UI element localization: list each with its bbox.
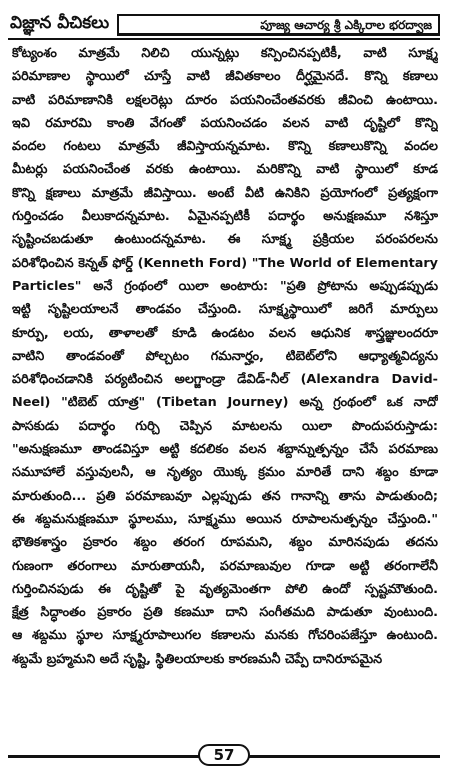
section-title: విజ్ఞాన వీచికలు bbox=[10, 13, 110, 33]
text-line: కూర్పు, లయ, తాళాలతో కూడి ఉండటం వలన ఆధునిక శాస్త్రజ్ఞులందరూ bbox=[12, 325, 438, 341]
text-line: గుణంగా తరంగాలు మారుతాయనీ, పరమాణువుల గూడా అట్టి తరంగాలేనీ bbox=[12, 558, 438, 574]
page-footer bbox=[8, 744, 440, 768]
text-line: ఈ శబ్దమనుక్షణమూ స్థూలము, సూక్ష్మము అయిన రూపాలనుత్పన్నం చేస్తుంది." bbox=[12, 511, 438, 527]
text-line: Particles" అనే గ్రంథంలో యిలా అంటారు: "ప్రతి ప్రోటాను అప్పుడప్పుడు bbox=[12, 278, 438, 294]
body-text bbox=[12, 42, 438, 722]
author-banner: పూజ్య ఆచార్య శ్రీ ఎక్కిరాల భరద్వాజ bbox=[117, 14, 440, 36]
text-line: కొన్ని క్షణాలు మాత్రమే జీవిస్తాయి. అంటే వీటి ఉనికిని ప్రయోగంలో ప్రత్యక్షంగా bbox=[12, 185, 438, 201]
text-line: గుర్తించడం వీలుకాదన్నమాట. ఏమైనప్పటికీ పదార్థం అనుక్షణమూ నశిస్తూ bbox=[12, 209, 438, 225]
text-line: గుర్తించినపుడు ఈ దృష్టితో పై వృత్యమెంతగా పోలి ఉందో స్పష్టమౌతుంది. bbox=[12, 581, 438, 597]
header-divider bbox=[8, 38, 440, 40]
text-line: మీటర్లు పయనించేంత వరకు ఉంటాయి. మరికొన్ని వాటి స్థాయిలో కూడ bbox=[12, 162, 438, 178]
text-line: క్షేత్ర సిద్ధాంతం ప్రకారం ప్రతి కణమూ దాని సంగీతమది పాడుతూ వుంటుంది. bbox=[12, 605, 438, 621]
text-line: పరిమాణాల స్థాయిలో చూస్తే వాటి జీవితకాలం దీర్ఘమైనదే. కొన్ని కణాలు bbox=[12, 69, 438, 85]
text-line: మారుతుంది... ప్రతి పరమాణువూ ఎల్లప్పుడు తన గానాన్ని తాను పాడుతుంది; bbox=[12, 488, 438, 504]
text-line: పరిశోధించడానికి పర్యటించిన అలగ్జాండ్రా డేవిడ్-నీల్ (Alexandra David- bbox=[12, 372, 438, 388]
text-line: ఇవి రమారమి కాంతి వేగంతో పయనించడం వలన వాటి దృష్టిలో కొన్ని bbox=[12, 115, 438, 131]
text-line: పరిశోధించిన కెన్నత్ ఫోర్డ్ (Kenneth Ford) "The World of Elementary bbox=[12, 255, 438, 271]
page-number: 57 bbox=[198, 744, 250, 766]
text-line: వందల గంటలు మాత్రమే జీవిస్తాయన్నమాట. కొన్ని కణాలుకొన్ని వందల bbox=[12, 139, 438, 155]
text-line: శబ్దమే బ్రహ్మమని అదే సృష్టి, స్థితిలయాలకు కారణమనీ చెప్పే దానిరూపమైన bbox=[12, 651, 383, 667]
text-line: Neel) "టిబెట్ యాత్ర" (Tibetan Journey) అన్న గ్రంథంలో ఒక నాదో bbox=[12, 395, 438, 411]
text-line: ఆ శబ్దము స్థూల సూక్ష్మరూపాలుగల కణాలను మనకు గోచరింపజేస్తూ ఉంటుంది. bbox=[12, 628, 438, 644]
text-line: వాటిని తాండవంతో పోల్చటం గమనార్హం, టిబెట్‌లోని ఆధ్యాత్మవిద్యను bbox=[12, 348, 438, 364]
text-line: వాటి పరిమాణానికి లక్షలరెట్లు దూరం పయనించేంతవరకు జీవించి ఉంటాయి. bbox=[12, 92, 438, 108]
text-line: సమూహాలే వస్తువులనీ, ఆ నృత్యం యొక్క క్రమం మారితే దాని శబ్దం కూడా bbox=[12, 465, 438, 481]
text-line: భౌతికశాస్త్రం ప్రకారం శబ్దం తరంగ రూపమని, శబ్దం మారినపుడు తదను bbox=[12, 535, 438, 551]
text-line: కోట్యంశం మాత్రమే నిలిచి యున్నట్లు కన్పించినప్పటికీ, వాటి సూక్ష్మ bbox=[12, 46, 438, 61]
text-line: ఇట్టి సృష్టిలయాలనే తాండవం చేస్తుంది. సూక్ష్మస్థాయిలో జరిగే మార్పులు bbox=[12, 302, 438, 318]
text-line: సృష్టించబడుతూ ఉంటుందన్నమాట. ఈ సూక్ష్మ ప్రక్రియల పరంపరలను bbox=[12, 232, 438, 248]
text-line: పాసకుడు పదార్థం గుర్చి చెప్పిన మాటలను యిలా పొందుపరుస్తాడు: bbox=[12, 418, 438, 434]
running-header bbox=[8, 6, 440, 36]
text-line: "అనుక్షణమూ తాండవిస్తూ అట్టి కదలికం వలన శబ్దాన్నుత్పన్నం చేసే పరమాణు bbox=[12, 442, 438, 458]
